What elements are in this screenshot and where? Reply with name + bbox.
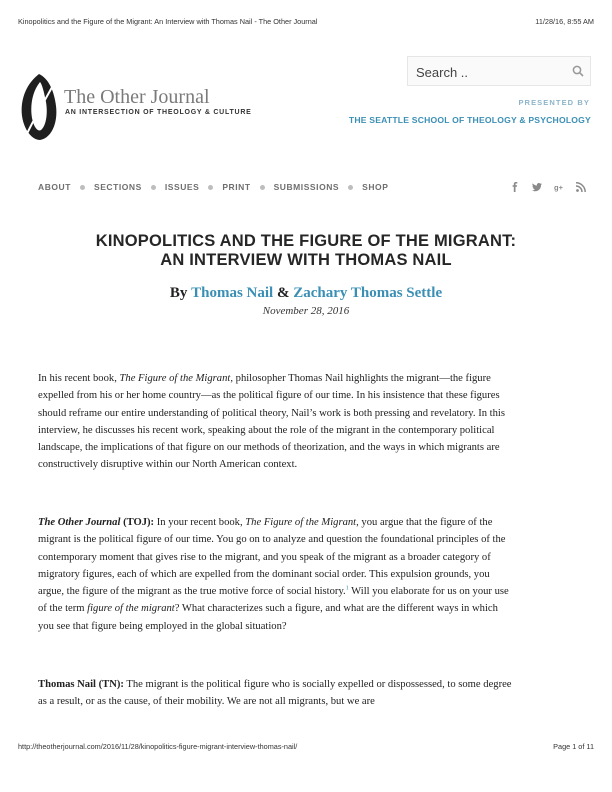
twitter-icon[interactable] [532,182,542,192]
intro-paragraph [38,370,516,474]
nav-separator [348,185,353,190]
print-footer [18,742,594,754]
facebook-icon[interactable] [510,182,520,192]
book-title: The Figure of the Migrant [245,517,357,528]
nav-sections[interactable]: SECTIONS [93,182,142,192]
nav-submissions[interactable]: SUBMISSIONS [273,182,340,192]
print-url: http://theotherjournal.com/2016/11/28/kinopolitics-figure-migrant-interview-thomas-nail/ [18,742,298,751]
article-title [30,232,582,270]
question-text-d: ? What characterizes such a figure, and what are the different ways in which you see that figure being employed in the global situation? [38,603,498,632]
book-title: The Figure of the Migrant [119,373,231,384]
author-link-thomas-nail[interactable]: Thomas Nail [191,285,274,301]
nav-separator [260,185,265,190]
question-text-b: , you argue that the figure of the migrant is the political figure of our time. You go on to analyze and question the foundational principles of the contemporary moment that gives rise to the migrant, and you speak of the migrant as a broader category of migratory figures, each of which are expelled from the dominant social order. This expulsion grounds, you argue, the figure of the migrant as the true motive force of social history. [38,517,506,598]
byline-prefix: By [169,285,188,301]
social-links [510,182,586,192]
logo-mark-icon [18,72,60,142]
nav-about[interactable]: ABOUT [38,182,71,192]
author-link-zachary-settle[interactable]: Zachary Thomas Settle [293,285,443,301]
question-paragraph [38,514,516,635]
article-title-line-2: AN INTERVIEW WITH THOMAS NAIL [160,251,452,269]
school-link[interactable]: THE SEATTLE SCHOOL OF THEOLOGY & PSYCHOLOGY [348,115,591,125]
site-tagline: AN INTERSECTION OF THEOLOGY & CULTURE [65,109,252,116]
intro-text-a: In his recent book, [38,373,120,384]
publish-date: November 28, 2016 [262,305,350,317]
main-nav [38,180,388,194]
search-input[interactable] [416,63,556,81]
search-icon[interactable] [572,65,584,77]
page-number: Page 1 of 11 [553,742,594,751]
google-plus-icon[interactable] [554,182,564,192]
nav-shop[interactable]: SHOP [362,182,389,192]
print-header [18,17,594,29]
term-emphasis: figure of the migrant [87,603,175,615]
speaker-abbr: (TOJ): [120,517,155,528]
nav-separator [80,185,85,190]
site-logo[interactable] [18,72,318,142]
answer-text: The migrant is the political figure who is socially expelled or dispossessed, to some degree as a result, or as the cause, of their mobility. We are not all migrants, but we are [38,679,512,708]
site-name: The Other Journal [64,86,210,108]
print-page-title: Kinopolitics and the Figure of the Migrant: An Interview with Thomas Nail - The Other Journal [18,17,318,26]
svg-text:g+: g+ [554,182,563,192]
nav-separator [208,185,213,190]
search-box [407,56,591,86]
byline [0,285,612,302]
rss-icon[interactable] [576,182,586,192]
print-date: 11/28/16, 8:55 AM [535,17,594,26]
answer-paragraph [38,676,516,711]
question-text-a: In your recent book, [154,517,246,528]
presented-by-label: PRESENTED BY [518,98,590,107]
nav-separator [151,185,156,190]
speaker-tn: Thomas Nail (TN): [38,679,124,690]
intro-text-b: , philosopher Thomas Nail highlights the migrant—the figure expelled from his or her home country—as the political figure of our time. In his insistence that these figures should reframe our entire understanding of political theory, Nail’s work is both pressing and revelatory. In this interview, he discusses his recent work, speaking about the role of the migrant in the contemporary political landscape, the implications of that figure on our methods of theorization, and the ways in which migrants are constructively disruptive within our North American context. [38,373,505,471]
nav-print[interactable]: PRINT [222,182,251,192]
article-title-line-1: KINOPOLITICS AND THE FIGURE OF THE MIGRANT: [95,232,517,250]
question-text-c: Will you elaborate for us on your use of the term [38,586,509,615]
speaker-journal: The Other Journal [38,517,121,528]
nav-issues[interactable]: ISSUES [164,182,200,192]
byline-ampersand: & [276,285,290,301]
footnote-link[interactable]: 1 [345,585,349,592]
